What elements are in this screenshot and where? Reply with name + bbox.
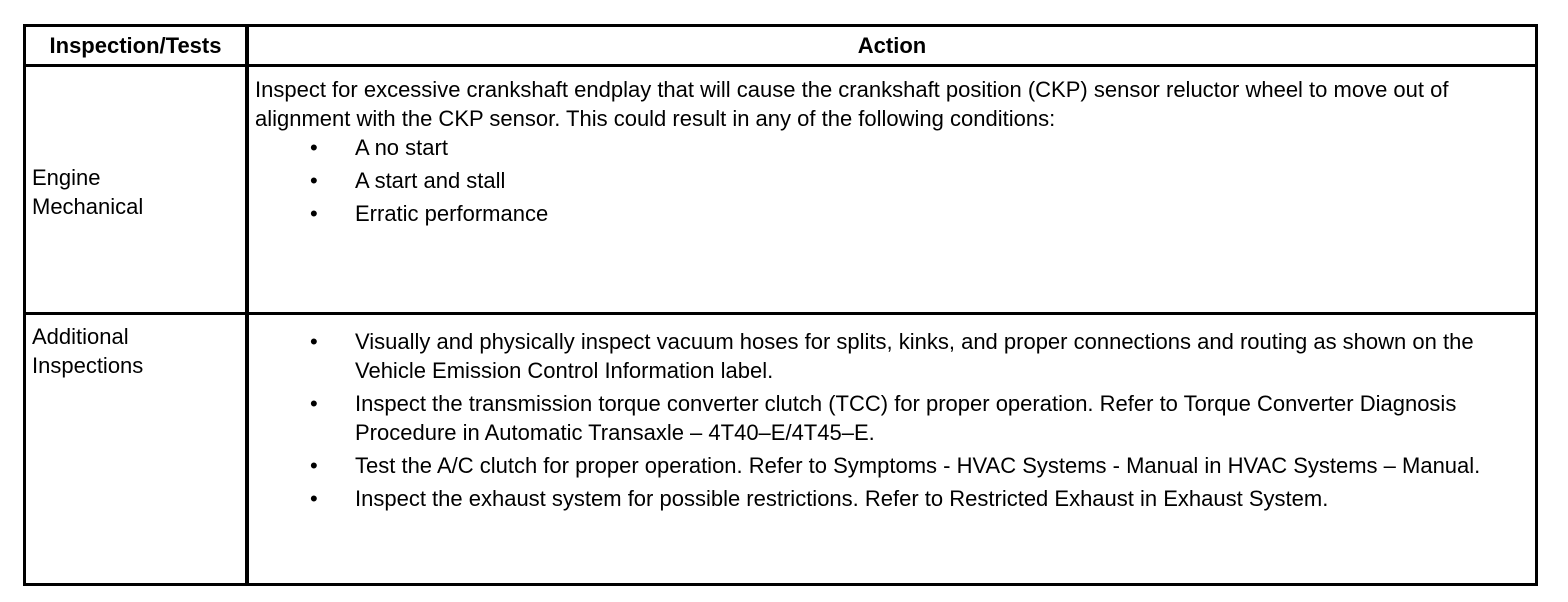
list-item-text: Visually and physically inspect vacuum hoses for splits, kinks, and proper connections and routing as shown on the Vehicle Emission Control Information label.	[355, 329, 1474, 383]
list-item-text: A no start	[355, 135, 448, 160]
row-label-line: Inspections	[32, 353, 144, 378]
list-item	[255, 133, 1525, 162]
header-inspection-tests: Inspection/Tests	[49, 32, 222, 58]
list-item-text: Inspect the exhaust system for possible restrictions. Refer to Restricted Exhaust in Exhaust System.	[355, 486, 1329, 511]
condition-list	[255, 133, 1525, 228]
action-cell-engine-mechanical	[255, 75, 1525, 232]
header-divider	[26, 64, 1535, 67]
list-item	[255, 166, 1525, 195]
row-label-additional-inspections	[32, 322, 242, 380]
bullet-icon: •	[310, 486, 318, 511]
inspection-table	[23, 24, 1538, 586]
row-divider	[26, 312, 1535, 315]
action-cell-additional-inspections	[255, 327, 1525, 517]
header-action: Action	[857, 32, 927, 58]
row-label-line: Additional	[32, 324, 129, 349]
list-item	[255, 484, 1525, 513]
bullet-icon: •	[310, 168, 318, 193]
list-item-text: Inspect the transmission torque converter clutch (TCC) for proper operation. Refer to Torque Converter Diagnosis Procedure in Automatic Transaxle – 4T40–E/4T45–E.	[355, 391, 1457, 445]
action-paragraph: Inspect for excessive crankshaft endplay that will cause the crankshaft position (CKP) sensor reluctor wheel to move out of alignment with the CKP sensor. This could result in any of the following conditions:	[255, 77, 1449, 131]
bullet-icon: •	[310, 201, 318, 226]
list-item	[255, 199, 1525, 228]
list-item	[255, 389, 1525, 447]
list-item-text: Test the A/C clutch for proper operation. Refer to Symptoms - HVAC Systems - Manual in HVAC Systems – Manual.	[355, 453, 1481, 478]
bullet-icon: •	[310, 391, 318, 416]
column-divider	[245, 27, 249, 583]
row-label-engine-mechanical	[32, 163, 242, 221]
row-label-line: Mechanical	[32, 194, 144, 219]
bullet-icon: •	[310, 135, 318, 160]
inspection-list	[255, 327, 1525, 513]
bullet-icon: •	[310, 453, 318, 478]
list-item	[255, 451, 1525, 480]
bullet-icon: •	[310, 329, 318, 354]
list-item-text: Erratic performance	[355, 201, 549, 226]
row-label-line: Engine	[32, 165, 101, 190]
list-item	[255, 327, 1525, 385]
list-item-text: A start and stall	[355, 168, 506, 193]
